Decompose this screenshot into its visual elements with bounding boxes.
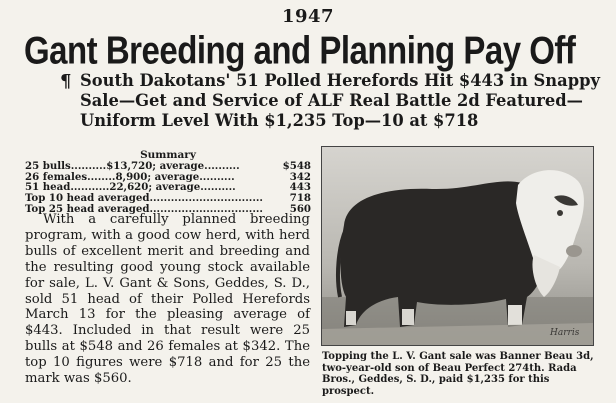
hereford-bull-illustration xyxy=(322,147,593,345)
summary-row-label: 25 bulls xyxy=(25,159,71,172)
year-heading: 1947 xyxy=(281,6,335,27)
summary-row-dots: ........... xyxy=(70,181,110,194)
article-body xyxy=(25,212,310,387)
summary-row-total: $13,720; average xyxy=(106,159,205,172)
summary-row-leader: ................................ xyxy=(149,203,263,215)
summary-row-average: 560 xyxy=(289,202,311,215)
pilcrow-mark: ¶ xyxy=(60,71,72,92)
bull-photo xyxy=(321,146,594,346)
summary-row-average: 443 xyxy=(289,181,311,194)
body-paragraph: With a carefully planned breeding program, with a good cow herd, with herd bulls of excellent merit and breeding and the resulting good young stock available for sale, L. V. Gant & Sons, Geddes, S. D., sold 51 head of their Polled Herefords March 13 for the pleasing average of $443. Included in that result were 25 bulls at $548 and 26 females at $342. The top 10 figures were $718 and for 25 the mark was $560. xyxy=(25,212,310,387)
summary-title: Summary xyxy=(140,149,196,161)
article-headline: Gant Breeding and Planning Pay Off xyxy=(24,28,576,72)
summary-row-leader: .......... xyxy=(200,182,236,194)
article-subhead: South Dakotans' 51 Polled Herefords Hit $443 in Snappy Sale—Get and Service of ALF Real Battle 2d Featured—Uniform Level With $1,235 Top—10 at $718 xyxy=(80,71,600,130)
summary-row-leader: .......... xyxy=(199,171,235,183)
summary-row-total: 22,620; average xyxy=(109,181,201,194)
summary-row-leader: .......... xyxy=(204,160,240,172)
summary-row-dots: .......... xyxy=(70,159,107,172)
summary-row-average: 342 xyxy=(289,170,311,183)
sale-summary xyxy=(25,150,311,215)
summary-row-label: 51 head xyxy=(25,181,71,194)
summary-row-label: 26 females xyxy=(25,170,88,183)
summary-row-average: 718 xyxy=(289,192,311,205)
photo-signature: Harris xyxy=(550,328,580,338)
summary-row-label: Top 25 head averaged xyxy=(25,202,150,215)
summary-row xyxy=(25,161,311,172)
summary-row-leader: ................................ xyxy=(149,193,263,204)
summary-row-average: $548 xyxy=(282,159,311,172)
summary-row-dots: ........ xyxy=(87,170,116,183)
photo-caption: Topping the L. V. Gant sale was Banner Beau 3d, two-year-old son of Beau Perfect 274th. Rada Bros., Geddes, S. D., paid $1,235 for this prospect. xyxy=(322,351,594,397)
summary-row-total: 8,900; average xyxy=(115,170,200,183)
summary-row-label: Top 10 head averaged xyxy=(25,192,150,205)
